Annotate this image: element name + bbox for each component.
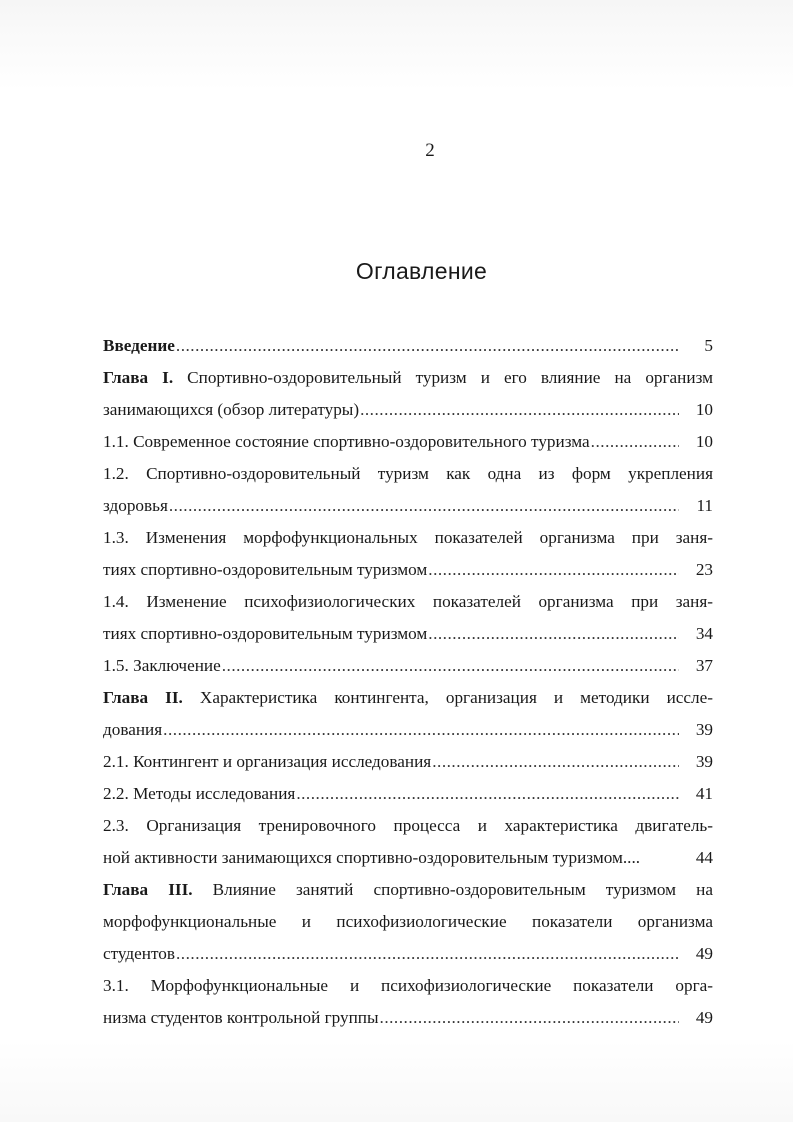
- toc-chapter-label: Глава III.: [103, 880, 193, 899]
- toc-dot-leader: [169, 490, 679, 522]
- toc-entry-1-4-line-1: [103, 586, 713, 618]
- toc-dot-leader: [222, 650, 679, 682]
- toc-dot-leader: [380, 1002, 679, 1034]
- toc-entry-title: дования: [103, 720, 163, 739]
- toc-page-number: 49: [695, 944, 713, 963]
- toc-dot-leader: [428, 618, 679, 650]
- toc-entry-2-1: [103, 746, 713, 778]
- toc-entry-1-5: [103, 650, 713, 682]
- toc-entry-chapter-1-line-2: [103, 394, 713, 426]
- toc-entry-title: занимающихся (обзор литературы): [103, 400, 360, 419]
- toc-page-number: 34: [695, 624, 713, 643]
- toc-entry-1-2-line-2: [103, 490, 713, 522]
- toc-entry-title: здоровья: [103, 496, 168, 515]
- page-title: Оглавление: [355, 258, 488, 284]
- table-of-contents: [103, 330, 713, 1034]
- toc-entry-1-2-line-1: [103, 458, 713, 490]
- toc-entry-title: 2.1. Контингент и организация исследования: [103, 752, 432, 771]
- toc-page-number: 44: [695, 848, 713, 867]
- toc-entry-title: тиях спортивно-оздоровительным туризмом: [103, 560, 428, 579]
- toc-entry-chapter-2-line-2: [103, 714, 713, 746]
- toc-chapter-label: Глава I.: [103, 368, 174, 387]
- toc-chapter-label: Глава II.: [103, 688, 183, 707]
- toc-entry-title: Характеристика контингента, организация и методики иссле-: [182, 688, 713, 707]
- toc-entry-title: ной активности занимающихся спортивно-оздоровительным туризмом....: [103, 848, 641, 867]
- toc-dot-leader: [176, 938, 679, 970]
- toc-page-number: 41: [695, 784, 713, 803]
- toc-entry-2-2: [103, 778, 713, 810]
- toc-entry-title: тиях спортивно-оздоровительным туризмом: [103, 624, 428, 643]
- toc-page-number: 39: [695, 752, 713, 771]
- toc-entry-title: морфофункциональные и психофизиологические показатели организма: [103, 912, 713, 931]
- toc-dot-leader: [591, 426, 679, 458]
- toc-entry-introduction: [103, 330, 713, 362]
- toc-entry-chapter-3-line-2: [103, 906, 713, 938]
- toc-entry-title: 3.1. Морфофункциональные и психофизиологические показатели орга-: [103, 976, 713, 995]
- toc-entry-title: 2.3. Организация тренировочного процесса и характеристика двигатель-: [103, 816, 713, 835]
- toc-entry-title: Введение: [103, 336, 175, 355]
- toc-dot-leader: [176, 330, 679, 362]
- toc-entry-chapter-3-line-3: [103, 938, 713, 970]
- toc-entry-title: 2.2. Методы исследования: [103, 784, 296, 803]
- toc-dot-leader: [360, 394, 679, 426]
- toc-entry-3-1-line-2: [103, 1002, 713, 1034]
- toc-entry-1-4-line-2: [103, 618, 713, 650]
- toc-dot-leader: [432, 746, 679, 778]
- toc-entry-1-3-line-2: [103, 554, 713, 586]
- toc-page-number: 39: [695, 720, 713, 739]
- toc-entry-title: низма студентов контрольной группы: [103, 1008, 379, 1027]
- toc-entry-chapter-2-line-1: [103, 682, 713, 714]
- toc-entry-3-1-line-1: [103, 970, 713, 1002]
- toc-entry-title: 1.1. Современное состояние спортивно-оздоровительного туризма: [103, 432, 590, 451]
- toc-entry-title: 1.2. Спортивно-оздоровительный туризм как одна из форм укрепления: [103, 464, 713, 483]
- toc-entry-title: 1.4. Изменение психофизиологических показателей организма при заня-: [103, 592, 713, 611]
- toc-dot-leader: [163, 714, 679, 746]
- toc-entry-1-1: [103, 426, 713, 458]
- toc-entry-chapter-3-line-1: [103, 874, 713, 906]
- toc-dot-leader: [428, 554, 679, 586]
- toc-entry-title: 1.3. Изменения морфофункциональных показателей организма при заня-: [103, 528, 713, 547]
- toc-page-number: 10: [695, 432, 713, 451]
- toc-page-number: 11: [696, 496, 713, 515]
- toc-entry-2-3-line-1: [103, 810, 713, 842]
- toc-entry-title: 1.5. Заключение: [103, 656, 221, 675]
- page-number: 2: [425, 140, 435, 161]
- toc-page-number: 5: [704, 336, 713, 355]
- toc-entry-1-3-line-1: [103, 522, 713, 554]
- toc-page-number: 37: [695, 656, 713, 675]
- toc-page-number: 23: [695, 560, 713, 579]
- toc-entry-title: Влияние занятий спортивно-оздоровительным туризмом на: [192, 880, 713, 899]
- toc-page-number: 49: [695, 1008, 713, 1027]
- toc-page-number: 10: [695, 400, 713, 419]
- toc-entry-2-3-line-2: [103, 842, 713, 874]
- toc-entry-title: Спортивно-оздоровительный туризм и его влияние на организм: [173, 368, 713, 387]
- toc-entry-title: студентов: [103, 944, 175, 963]
- toc-entry-chapter-1-line-1: [103, 362, 713, 394]
- toc-dot-leader: [296, 778, 679, 810]
